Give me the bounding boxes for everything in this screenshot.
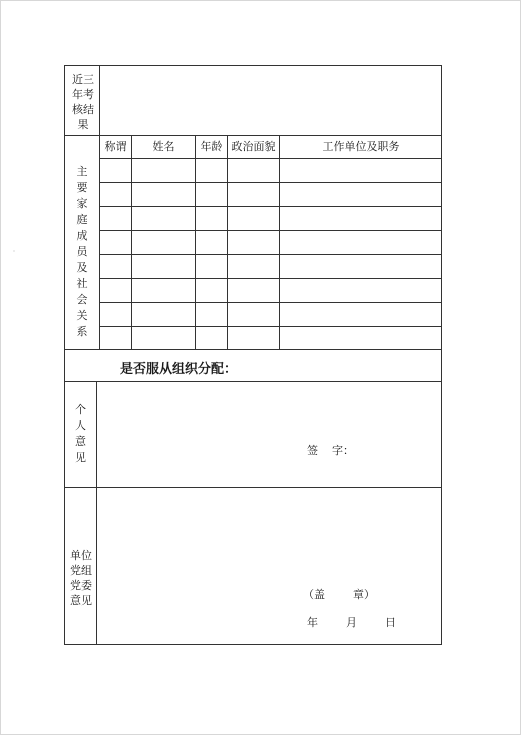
unit-label-cell (65, 488, 97, 644)
family-data-cell[interactable] (100, 255, 132, 279)
family-data-cell[interactable] (280, 279, 442, 303)
family-data-cell[interactable] (228, 255, 280, 279)
date-label: 年 月 日 (307, 616, 396, 629)
assessment-value[interactable] (100, 66, 441, 135)
family-data-cell[interactable] (228, 207, 280, 231)
family-data-cell[interactable] (132, 159, 196, 183)
family-data-cell[interactable] (196, 303, 228, 327)
family-data-cell[interactable] (228, 159, 280, 183)
family-data-cell[interactable] (228, 183, 280, 207)
family-data-cell[interactable] (196, 279, 228, 303)
family-section (65, 136, 441, 350)
signature-label: 签 字： (307, 444, 354, 457)
family-header-cell: 年龄 (196, 136, 228, 159)
personal-label-cell (65, 382, 97, 487)
family-data-cell[interactable] (132, 183, 196, 207)
scan-speck (13, 250, 15, 252)
family-data-cell[interactable] (132, 207, 196, 231)
family-data-cell[interactable] (196, 207, 228, 231)
form-table (64, 65, 442, 645)
assessment-label-cell (65, 66, 100, 135)
family-data-cell[interactable] (100, 159, 132, 183)
family-data-cell[interactable] (196, 231, 228, 255)
family-header-cell: 工作单位及职务 (280, 136, 442, 159)
family-data-cell[interactable] (280, 327, 442, 350)
family-data-cell[interactable] (228, 303, 280, 327)
family-data-cell[interactable] (132, 231, 196, 255)
family-data-cell[interactable] (280, 303, 442, 327)
family-data-cell[interactable] (196, 255, 228, 279)
family-data-cell[interactable] (196, 327, 228, 350)
family-grid (100, 136, 441, 349)
family-label: 主要家庭成员及社会关系 (76, 165, 88, 338)
family-data-cell[interactable] (100, 231, 132, 255)
personal-label: 个人意见 (75, 403, 86, 464)
family-data-cell[interactable] (132, 303, 196, 327)
personal-opinion-value[interactable] (97, 382, 441, 487)
family-data-cell[interactable] (132, 255, 196, 279)
family-data-cell[interactable] (100, 327, 132, 350)
family-data-cell[interactable] (280, 159, 442, 183)
obey-row (65, 350, 441, 382)
family-data-cell[interactable] (100, 303, 132, 327)
family-data-cell[interactable] (280, 207, 442, 231)
family-data-cell[interactable] (228, 279, 280, 303)
family-data-cell[interactable] (228, 231, 280, 255)
assessment-label: 近三年考核结果 (72, 73, 94, 131)
family-data-cell[interactable] (100, 207, 132, 231)
personal-opinion-row (65, 382, 441, 488)
family-data-cell[interactable] (132, 279, 196, 303)
family-header-cell: 姓名 (132, 136, 196, 159)
family-data-cell[interactable] (196, 159, 228, 183)
family-data-cell[interactable] (196, 183, 228, 207)
unit-opinion-row (65, 488, 441, 644)
family-data-cell[interactable] (228, 327, 280, 350)
stamp-label: （盖 章） (303, 588, 375, 601)
assessment-row (65, 66, 441, 136)
family-data-cell[interactable] (280, 255, 442, 279)
family-data-cell[interactable] (280, 231, 442, 255)
family-data-cell[interactable] (280, 183, 442, 207)
family-header-cell: 政治面貌 (228, 136, 280, 159)
family-label-cell (65, 136, 100, 349)
family-data-cell[interactable] (100, 279, 132, 303)
family-data-cell[interactable] (100, 183, 132, 207)
family-data-cell[interactable] (132, 327, 196, 350)
family-header-cell: 称谓 (100, 136, 132, 159)
obey-question: 是否服从组织分配： (120, 362, 238, 377)
unit-label: 单位党组党委意见 (70, 549, 92, 607)
